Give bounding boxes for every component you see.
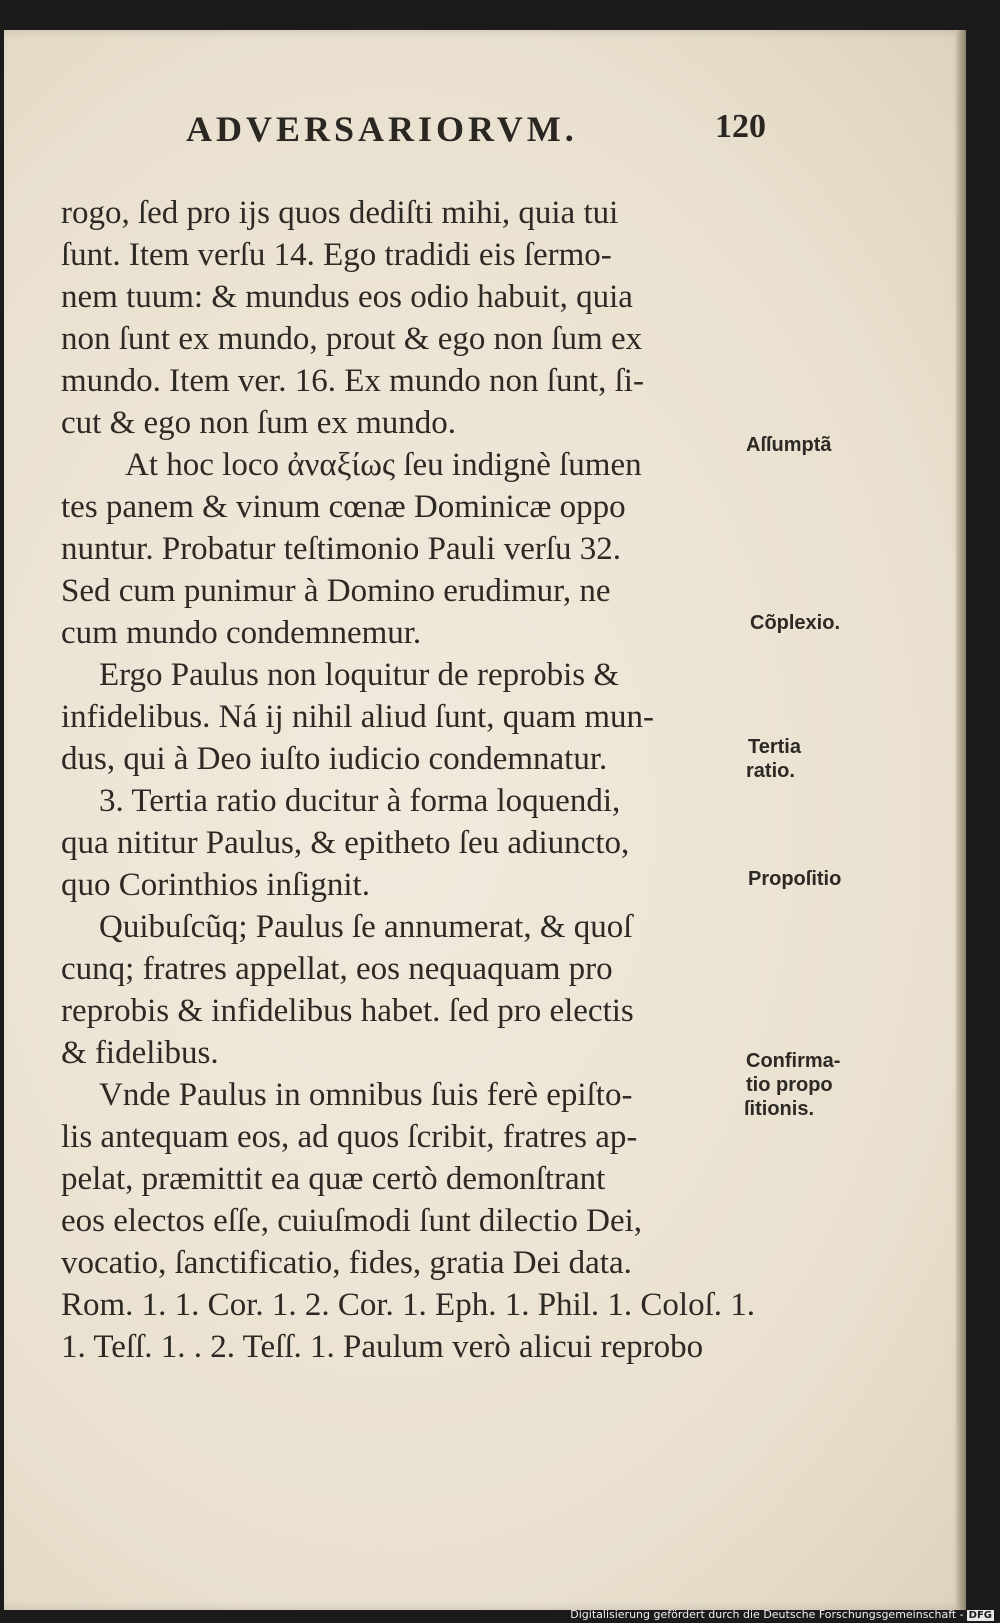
margin-note: ſitionis. [744,1098,814,1120]
margin-note: ratio. [746,760,795,782]
text-line: vocatio, ſanctificatio, fides, gratia Dei data. [61,1245,632,1281]
text-line: pelat, præmittit ea quæ certò demonſtrant [61,1161,606,1197]
text-line: dus, qui à Deo iuſto iudicio condemnatur. [61,741,608,777]
digitization-credit [570,1608,994,1621]
text-line: 1. Teſſ. 1. . 2. Teſſ. 1. Paulum verò alicui reprobo [61,1329,704,1365]
text-line: cum mundo condemnemur. [61,615,422,651]
text-line: mundo. Item ver. 16. Ex mundo non ſunt, ſi- [61,363,644,399]
credit-text: Digitalisierung gefördert durch die Deutsche Forschungsgemeinschaft - [570,1608,964,1621]
text-line: cut & ego non ſum ex mundo. [61,405,457,441]
margin-note: Confirma- [746,1050,841,1072]
page-header [186,108,766,148]
text-line: Sed cum punimur à Domino erudimur, ne [61,573,611,609]
text-line: nem tuum: & mundus eos odio habuit, quia [61,279,633,315]
text-line: Vnde Paulus in omnibus ſuis ferè epiſto- [99,1077,633,1113]
book-page [4,30,966,1610]
text-line: cunq; fratres appellat, eos nequaquam pro [61,951,613,987]
body-text [61,192,755,1368]
text-line: lis antequam eos, ad quos ſcribit, fratres ap- [61,1119,638,1155]
margin-note: Propoſitio [748,868,842,890]
text-line: Quibuſcũq; Paulus ſe annumerat, & quoſ [99,909,633,945]
margin-note: tio propo [746,1074,833,1096]
text-line: non ſunt ex mundo, prout & ego non ſum ex [61,321,643,357]
margin-note: Cõplexio. [750,612,841,634]
text-line: Rom. 1. 1. Cor. 1. 2. Cor. 1. Eph. 1. Phil. 1. Coloſ. 1. [61,1287,755,1323]
text-line: tes panem & vinum cœnæ Dominicæ oppo [61,489,626,525]
text-line: rogo, ſed pro ijs quos dediſti mihi, quia tui [61,195,619,231]
margin-note: Aſſumptã [746,434,832,456]
page-number: 120 [715,108,766,145]
text-line: ſunt. Item verſu 14. Ego tradidi eis ſermo- [61,237,612,273]
text-line: nuntur. Probatur teſtimonio Pauli verſu 32. [61,531,622,567]
text-line: reprobis & infidelibus habet. ſed pro electis [61,993,634,1029]
running-head: ADVERSARIORVM. [186,109,578,149]
text-line: 3. Tertia ratio ducitur à forma loquendi, [99,783,621,819]
margin-note: Tertia [748,736,801,758]
text-line: quo Corinthios inſignit. [61,867,370,903]
text-line: qua nititur Paulus, & epitheto ſeu adiuncto, [61,825,630,861]
page-spine [956,30,966,1610]
text-line: infidelibus. Ná ij nihil aliud ſunt, quam mun- [61,699,655,735]
text-line: Ergo Paulus non loquitur de reprobis & [99,657,620,693]
text-line: eos electos eſſe, cuiuſmodi ſunt dilectio Dei, [61,1203,643,1239]
text-line: & fidelibus. [61,1035,219,1071]
dfg-logo: DFG [968,1610,992,1621]
text-line: At hoc loco ἀναξίως ſeu indignè ſumen [125,447,642,483]
